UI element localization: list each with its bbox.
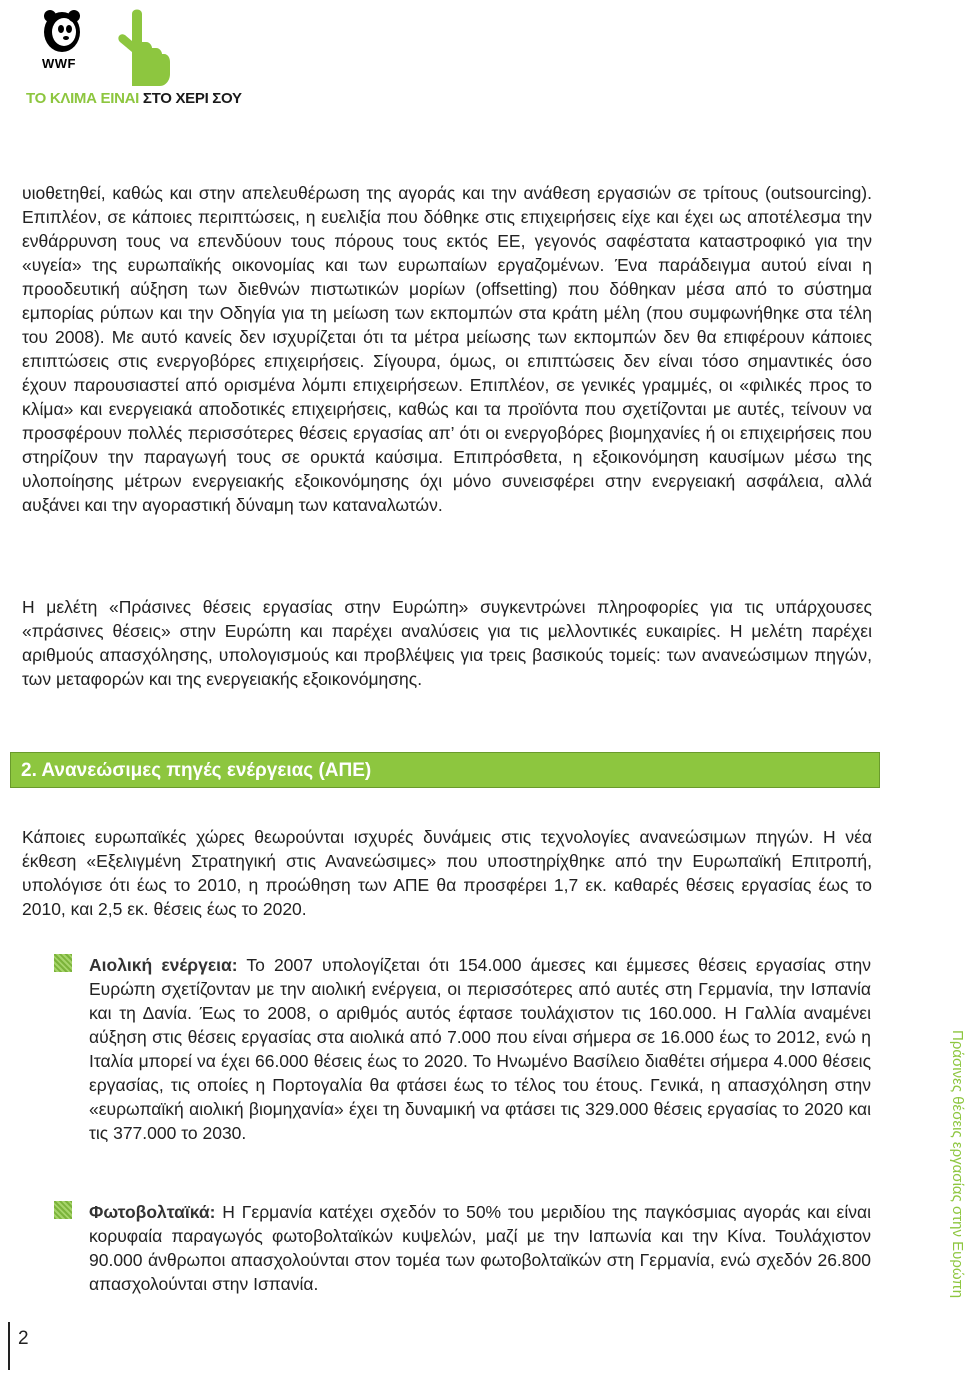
tagline-dark: ΣΤΟ ΧΕΡΙ ΣΟΥ [142,90,242,107]
header-logo [24,8,242,108]
bullet-lead: Φωτοβολταϊκά: [89,1202,216,1222]
bullet-body: Το 2007 υπολογίζεται ότι 154.000 άμεσες και έμμεσες θέσεις εργασίας στην Ευρώπη σχετίζονταν με την αιολική ενέργεια, οι περισσότερες από αυτές στη Γερμανία, την Ισπανία και τη Δανία. Έως το 2008, ο αριθμός αυτός έφτασε τουλάχιστον τις 160.000. Η Γαλλία αναμένει αύξηση στις θέσεις εργασίας στα αιολικά από 7.000 που είναι σήμερα σε 16.000 έως το 2012, ενώ η Ιταλία μπορεί να έχει 66.000 θέσεις έως το 2020. Το Ηνωμένο Βασίλειο διαθέτει σήμερα 4.000 θέσεις εργασίας, τις οποίες η Πορτογαλία θα φτάσει έως το τέλος του έτους. Γενικά, η απασχόληση στην «ευρωπαϊκή αιολική βιομηχανία» έχει τη δυναμική να φτάσει τις 329.000 θέσεις εργασίας το 2020 και τις 377.000 το 2030. [89,955,871,1143]
hand-icon [112,8,172,86]
body-paragraph-3: Κάποιες ευρωπαϊκές χώρες θεωρούνται ισχυρές δυνάμεις στις τεχνολογίες ανανεώσιμων πηγών. Η νέα έκθεση «Εξελιγμένη Στρατηγική στις Ανανεώσιμες» που υποστηρίχθηκε από την Ευρωπαϊκή Επιτροπή, υπολόγισε ότι έως το 2010, η προώθηση των ΑΠΕ θα προσφέρει 1,7 εκ. καθαρές θέσεις εργασίας έως το 2010, και 2,5 εκ. θέσεις έως το 2020. [22,827,872,919]
tagline [26,90,242,107]
body-paragraph-1: υιοθετηθεί, καθώς και στην απελευθέρωση της αγοράς και την ανάθεση εργασιών σε τρίτους (outsourcing). Επιπλέον, σε κάποιες περιπτώσεις, η ευελιξία που δόθηκε στις επιχειρήσεις είχε και έχει ως αποτέλεσμα την ενθάρρυνση τους να επενδύουν τους πόρους τους εκτός ΕΕ, γεγονός σαφέστατα καταστροφικό για την «υγεία» της ευρωπαϊκής οικονομίας και των ευρωπαίων εργαζομένων. Ένα παράδειγμα αυτού είναι η προοδευτική αύξηση των διεθνών πιστωτικών μορίων (offsetting) που δόθηκαν μέσα από το σύστημα εμπορίας ρύπων και την Οδηγία για τη μείωση των εκπομπών στα κράτη μέλη (που συμφωνήθηκε στα τέλη του 2008). Με αυτό κανείς δεν ισχυρίζεται ότι τα μέτρα μείωσης των εκπομπών δεν θα επιφέρουν κάποιες επιπτώσεις στις ενεργοβόρες επιχειρήσεις. Σίγουρα, όμως, οι επιπτώσεις δεν είναι τόσο σημαντικές όσο έχουν παρουσιαστεί από ορισμένα λόμπι επιχειρήσεων. Επιπλέον, σε γενικές γραμμές, οι «φιλικές προς το κλίμα» και ενεργειακά αποδοτικές επιχειρήσεις, καθώς και τα προϊόντα που σχετίζονται με αυτές, τείνουν να προσφέρουν πολλές περισσότερες θέσεις εργασίας απ’ ότι οι ενεργοβόρες βιομηχανίες ή οι επιχειρήσεις που στηρίζουν την παραγωγή τους σε ορυκτά καύσιμα. Επιπρόσθετα, η εξοικονόμηση καυσίμων μέσω της υλοποίησης μέτρων ενεργειακής εξοικονόμησης όχι μόνο συνεισφέρει στην ενεργειακή ασφάλεια, αλλά αυξάνει και την αγοραστική δύναμη των καταναλωτών. [22,183,872,515]
vertical-side-title: Πράσινες θέσεις εργασίας στην Ευρώπη [949,1030,966,1299]
panda-icon [40,8,84,54]
tagline-green: ΤΟ ΚΛΙΜΑ ΕΙΝΑΙ [26,90,140,107]
bullet-item-wind [89,953,871,1145]
bullet-body: Η Γερμανία κατέχει σχεδόν το 50% του μεριδίου της παγκόσμιας αγοράς και είναι κορυφαία παραγωγός φωτοβολταϊκών κυψελών, μαζί με την Ιαπωνία και την Κίνα. Τουλάχιστον 90.000 άνθρωποι απασχολούνται στον τομέα των φωτοβολταϊκών στη Γερμανία, ενώ σχεδόν 26.800 απασχολούνται στην Ισπανία. [89,1202,871,1294]
page-number: 2 [18,1328,29,1349]
bullet-item-photovoltaics [89,1200,871,1296]
bullet-square-icon [54,1201,72,1219]
bullet-square-icon [54,954,72,972]
page-number-divider [8,1322,10,1370]
bullet-lead: Αιολική ενέργεια: [89,955,238,975]
body-paragraph-2: Η μελέτη «Πράσινες θέσεις εργασίας στην Ευρώπη» συγκεντρώνει πληροφορίες για τις υπάρχουσες «πράσινες θέσεις» στην Ευρώπη και παρέχει αναλύσεις για τις μελλοντικές ευκαιρίες. Η μελέτη παρέχει αριθμούς απασχόλησης, υπολογισμούς και προβλέψεις για τρεις βασικούς τομείς: των ανανεώσιμων πηγών, των μεταφορών και της ενεργειακής εξοικονόμησης. [22,597,872,689]
section-heading: 2. Ανανεώσιμες πηγές ενέργειας (ΑΠΕ) [10,752,880,788]
wwf-logo-text: WWF [42,56,76,71]
